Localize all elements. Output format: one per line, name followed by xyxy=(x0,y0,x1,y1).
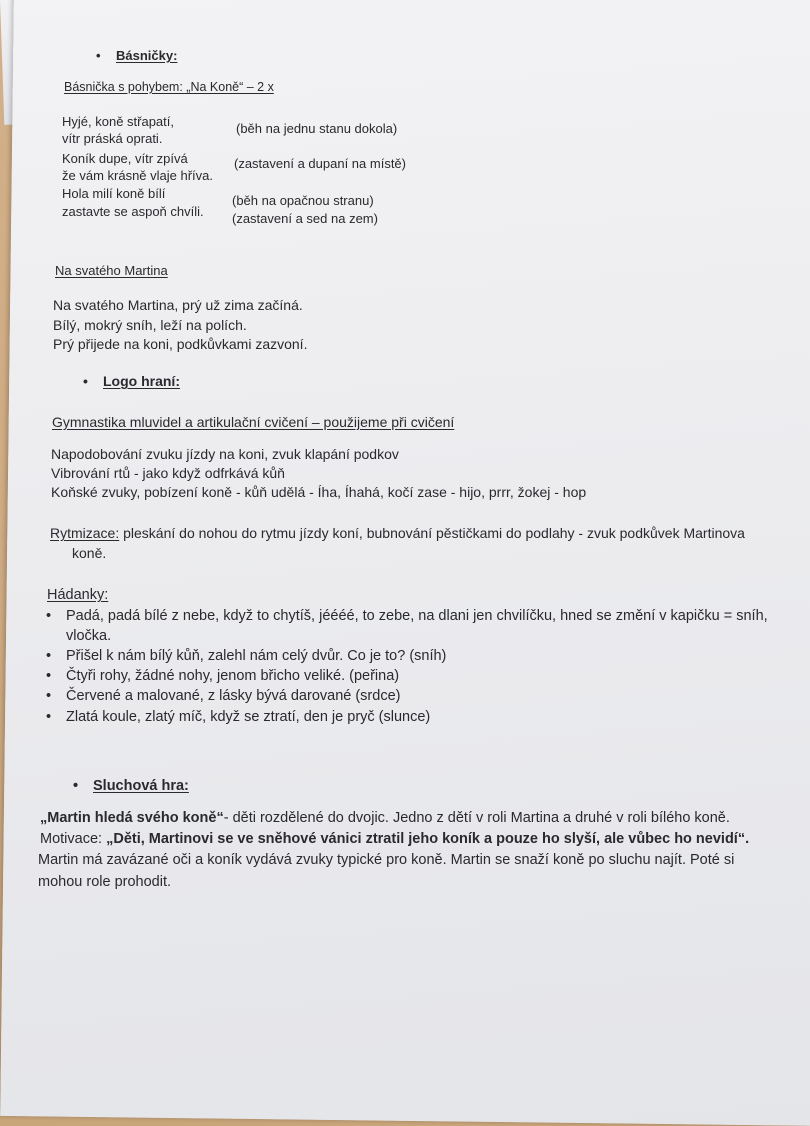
poem-subheading: Básnička s pohybem: „Na Koně“ – 2 x xyxy=(64,80,274,94)
riddle-item: • Červené a malované, z lásky bývá darované (srdce) xyxy=(66,688,400,705)
rytmizace-paragraph xyxy=(50,525,745,542)
rytmizace-label: Rytmizace: xyxy=(50,525,120,541)
game-description xyxy=(40,810,730,827)
logo-subheading: Gymnastika mluvidel a artikulační cvičení – použijeme při cvičení xyxy=(52,414,455,430)
section-heading-basnicky: • Básničky: xyxy=(116,48,177,64)
riddle-item-continuation: vločka. xyxy=(66,628,112,644)
game-rules-line: Martin má zavázané oči a koník vydává zvuky typické pro koně. Martin se snaží koně po sluchu najít. Poté si xyxy=(38,852,735,868)
poem-action: (zastavení a dupaní na místě) xyxy=(234,156,406,171)
poem2-line: Na svatého Martina, prý už zima začíná. xyxy=(53,297,303,313)
logo-line: Vibrování rtů - jako když odfrkává kůň xyxy=(51,465,285,481)
poem-line: zastavte se aspoň chvíli. xyxy=(62,204,204,219)
poem2-line: Prý přijede na koni, podkůvkami zazvoní. xyxy=(53,336,308,352)
logo-line: Napodobování zvuku jízdy na koni, zvuk klapání podkov xyxy=(51,446,399,462)
section-heading-sluchova: • Sluchová hra: xyxy=(93,778,189,795)
motivace-label: Motivace: xyxy=(40,831,107,847)
motivace-text: „Děti, Martinovi se ve sněhové vánici ztratil jeho koník a pouze ho slyší, ale vůbec ho nevidí“. xyxy=(106,831,750,847)
rytmizace-text: pleskání do nohou do rytmu jízdy koní, bubnování pěstičkami do podlahy - zvuk podkůvek Martinova xyxy=(119,525,745,541)
poem-line: Koník dupe, vítr zpívá xyxy=(62,151,188,166)
poem-line: Hyjé, koně střapatí, xyxy=(62,114,174,129)
game-title: „Martin hledá svého koně“ xyxy=(40,810,224,826)
poem-line: vítr práská oprati. xyxy=(62,131,163,146)
riddle-item: • Zlatá koule, zlatý míč, když se ztratí, den je pryč (slunce) xyxy=(66,709,430,726)
motivace-line xyxy=(40,831,749,848)
rytmizace-continuation: koně. xyxy=(72,545,107,561)
poem-action: (běh na opačnou stranu) xyxy=(232,193,374,208)
poem2-title: Na svatého Martina xyxy=(55,263,168,278)
section-heading-logo: • Logo hraní: xyxy=(103,373,180,390)
game-desc-text: - děti rozdělené do dvojic. Jedno z dětí v roli Martina a druhé v roli bílého koně. xyxy=(223,810,730,826)
poem-action: (zastavení a sed na zem) xyxy=(232,211,378,226)
poem-line: že vám krásně vlaje hříva. xyxy=(62,168,214,183)
game-rules-line: mohou role prohodit. xyxy=(38,874,171,890)
riddle-item: • Přišel k nám bílý kůň, zalehl nám celý dvůr. Co je to? (sníh) xyxy=(66,648,446,665)
riddle-item: • Padá, padá bílé z nebe, když to chytíš, jéééé, to zebe, na dlani jen chvilíčku, hned se změní v kapičku = sníh, xyxy=(66,608,768,625)
poem-action: (běh na jednu stanu dokola) xyxy=(236,121,398,136)
section-heading-hadanky: Hádanky: xyxy=(47,587,109,603)
poem2-line: Bílý, mokrý sníh, leží na polích. xyxy=(53,317,247,333)
poem-line: Hola milí koně bílí xyxy=(62,186,166,201)
riddle-item: • Čtyři rohy, žádné nohy, jenom břicho veliké. (peřina) xyxy=(66,668,399,685)
logo-line: Koňské zvuky, pobízení koně - kůň udělá - Íha, Íhahá, kočí zase - hijo, prrr, žokej - hop xyxy=(51,484,587,500)
